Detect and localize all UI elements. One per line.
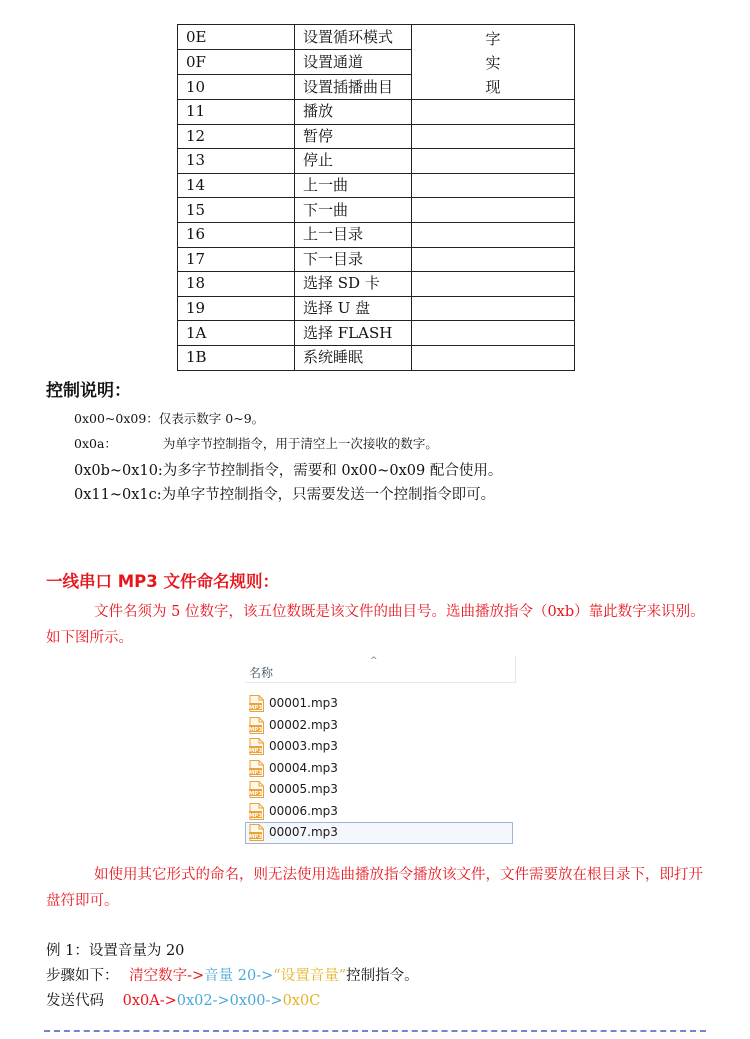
steps-label: 步骤如下： <box>46 968 119 984</box>
example-code <box>46 989 320 1010</box>
command-table <box>177 24 575 371</box>
naming-paragraph-1: 文件名须为 5 位数字，该五位数既是该文件的曲目号。选曲播放指令（0xb）靠此数字来识别。 如下图所示。 <box>46 604 705 646</box>
command-name: 下一曲 <box>295 198 412 223</box>
command-name: 播放 <box>295 100 412 125</box>
command-name: 选择 U 盘 <box>295 296 412 321</box>
command-code: 12 <box>178 124 295 149</box>
mp3-file-icon <box>249 717 264 734</box>
table-row <box>178 222 575 247</box>
command-name: 停止 <box>295 149 412 174</box>
step-volume: 音量 20-> <box>204 968 274 984</box>
file-name: 00005.mp3 <box>269 782 338 796</box>
command-code: 0E <box>178 25 295 50</box>
file-row[interactable] <box>245 779 515 801</box>
file-row[interactable] <box>245 758 515 780</box>
remark-cell <box>412 198 575 223</box>
mp3-file-icon <box>249 824 264 841</box>
table-row <box>178 296 575 321</box>
mp3-icon-label: MP3 <box>249 812 263 819</box>
file-row[interactable] <box>245 822 513 844</box>
mp3-file-icon <box>249 695 264 712</box>
command-code: 14 <box>178 173 295 198</box>
command-code: 0F <box>178 50 295 75</box>
naming-heading: 一线串口 MP3 文件命名规则： <box>46 572 279 591</box>
command-name: 上一曲 <box>295 173 412 198</box>
file-name: 00003.mp3 <box>269 739 338 753</box>
table-row <box>178 25 575 50</box>
mp3-file-icon <box>249 803 264 820</box>
command-code: 10 <box>178 75 295 100</box>
file-row[interactable] <box>245 693 515 715</box>
command-name: 上一目录 <box>295 222 412 247</box>
command-code: 16 <box>178 222 295 247</box>
mp3-file-icon <box>249 781 264 798</box>
column-header-label: 名称 <box>249 666 274 680</box>
command-name: 系统睡眠 <box>295 345 412 370</box>
table-row <box>178 247 575 272</box>
file-row[interactable] <box>245 801 515 823</box>
step-clear: 清空数字-> <box>129 968 205 984</box>
command-name: 选择 FLASH <box>295 321 412 346</box>
command-name: 下一目录 <box>295 247 412 272</box>
file-name: 00001.mp3 <box>269 696 338 710</box>
command-name: 设置通道 <box>295 50 412 75</box>
file-name: 00002.mp3 <box>269 717 338 732</box>
table-row <box>178 345 575 370</box>
mp3-icon-label: MP3 <box>249 748 263 754</box>
table-row <box>178 272 575 297</box>
remark-cell <box>412 345 575 370</box>
control-note-2 <box>74 434 438 452</box>
remark-cell <box>412 173 575 198</box>
remark-cell <box>412 222 575 247</box>
command-name: 设置插播曲目 <box>295 75 412 100</box>
example-title: 例 1：设置音量为 20 <box>46 943 185 959</box>
remark-merged-cell <box>412 25 575 100</box>
command-code: 19 <box>178 296 295 321</box>
command-code: 1A <box>178 321 295 346</box>
remark-char: 实 <box>485 54 501 72</box>
control-note-1: 0x00~0x09：仅表示数字 0~9。 <box>74 411 265 426</box>
mp3-file-icon <box>249 760 264 777</box>
file-explorer-screenshot <box>245 656 516 848</box>
table-row <box>178 100 575 125</box>
file-name: 00007.mp3 <box>269 825 338 839</box>
command-code: 1B <box>178 345 295 370</box>
command-code: 17 <box>178 247 295 272</box>
file-list <box>245 693 515 844</box>
remark-char: 现 <box>485 78 501 96</box>
remark-cell <box>412 247 575 272</box>
control-heading: 控制说明： <box>46 381 131 401</box>
file-name: 00006.mp3 <box>269 803 338 818</box>
remark-cell <box>412 100 575 125</box>
column-header[interactable] <box>245 656 516 683</box>
command-name: 暂停 <box>295 124 412 149</box>
remark-cell <box>412 124 575 149</box>
remark-cell <box>412 149 575 174</box>
command-code: 11 <box>178 100 295 125</box>
remark-cell <box>412 296 575 321</box>
table-row <box>178 149 575 174</box>
file-row[interactable] <box>245 715 515 737</box>
file-row[interactable] <box>245 736 515 758</box>
code-0x0a: 0x0A-> <box>122 993 177 1009</box>
table-row <box>178 124 575 149</box>
remark-cell <box>412 321 575 346</box>
bottom-divider <box>44 1030 706 1032</box>
mp3-icon-label: MP3 <box>249 769 263 776</box>
mp3-icon-label: MP3 <box>249 726 263 733</box>
command-code: 13 <box>178 149 295 174</box>
naming-paragraph-2: 如使用其它形式的命名，则无法使用选曲播放指令播放该文件，文件需要放在根目录下，即打开盘符即可。 <box>46 867 703 909</box>
step-control: 控制指令。 <box>346 968 419 984</box>
command-name: 选择 SD 卡 <box>295 272 412 297</box>
code-0x0c: 0x0C <box>282 993 321 1009</box>
command-code: 15 <box>178 198 295 223</box>
mp3-icon-label: MP3 <box>249 705 263 711</box>
control-note-4: 0x11~0x1c:为单字节控制指令，只需要发送一个控制指令即可。 <box>74 487 496 503</box>
command-code: 18 <box>178 272 295 297</box>
step-set-volume: “设置音量” <box>273 968 347 984</box>
table-row <box>178 198 575 223</box>
table-row <box>178 173 575 198</box>
mp3-icon-label: MP3 <box>249 834 263 840</box>
table-row <box>178 321 575 346</box>
remark-char: 字 <box>485 30 501 48</box>
code-0x02: 0x02-> <box>176 993 230 1009</box>
example-steps <box>46 964 419 985</box>
column-divider[interactable] <box>515 656 516 682</box>
control-note-2-text: 为单字节控制指令，用于清空上一次接收的数字。 <box>162 436 438 451</box>
control-note-3: 0x0b~0x10:为多字节控制指令，需要和 0x00~0x09 配合使用。 <box>74 463 503 479</box>
mp3-file-icon <box>249 738 264 755</box>
code-0x00: 0x00-> <box>229 993 283 1009</box>
sort-arrow-icon: ^ <box>370 656 378 666</box>
code-label: 发送代码 <box>46 993 104 1009</box>
remark-cell <box>412 272 575 297</box>
mp3-icon-label: MP3 <box>249 791 263 797</box>
file-name: 00004.mp3 <box>269 760 338 775</box>
command-name: 设置循环模式 <box>295 25 412 50</box>
control-note-2-key: 0x0a： <box>74 436 117 451</box>
